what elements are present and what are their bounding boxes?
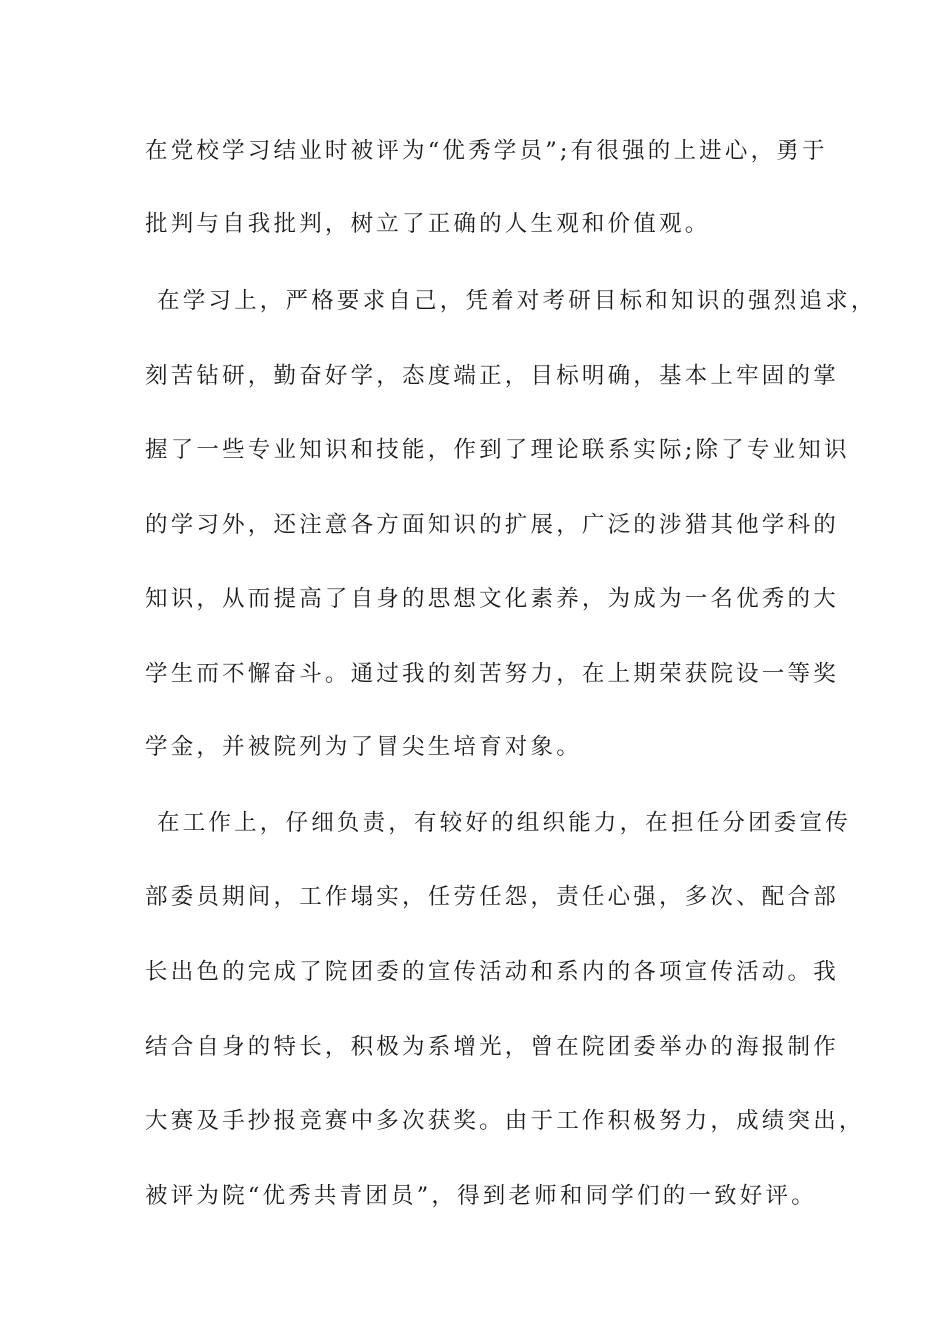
text-line: 结合自身的特长，积极为系增光，曾在院团委举办的海报制作 [145, 1034, 839, 1060]
text-line: 学金，并被院列为了冒尖生培育对象。 [145, 734, 582, 760]
paragraph-start-line: 在工作上，仔细负责，有较好的组织能力，在担任分团委宣传 [157, 810, 851, 836]
text-line: 知识，从而提高了自身的思想文化素养，为成为一名优秀的大 [145, 586, 839, 612]
text-line: 在党校学习结业时被评为“优秀学员”;有很强的上进心，勇于 [145, 138, 828, 164]
text-line: 部委员期间，工作塌实，任劳任怨，责任心强，多次、配合部 [145, 884, 839, 910]
text-line: 被评为院“优秀共青团员”，得到老师和同学们的一致好评。 [145, 1183, 817, 1209]
text-line: 刻苦钻研，勤奋好学，态度端正，目标明确，基本上牢固的掌 [145, 363, 839, 389]
text-line: 批判与自我批判，树立了正确的人生观和价值观。 [145, 211, 711, 237]
text-line: 学生而不懈奋斗。通过我的刻苦努力，在上期荣获院设一等奖 [145, 661, 839, 687]
text-line: 长出色的完成了院团委的宣传活动和系内的各项宣传活动。我 [145, 959, 839, 985]
text-line: 握了一些专业知识和技能，作到了理论联系实际;除了专业知识 [145, 437, 850, 463]
paragraph-start-line: 在学习上，严格要求自己，凭着对考研目标和知识的强烈追求， [157, 288, 877, 314]
text-line: 大赛及手抄报竞赛中多次获奖。由于工作积极努力，成绩突出， [145, 1108, 865, 1134]
text-line: 的学习外，还注意各方面知识的扩展，广泛的涉猎其他学科的 [145, 512, 839, 538]
